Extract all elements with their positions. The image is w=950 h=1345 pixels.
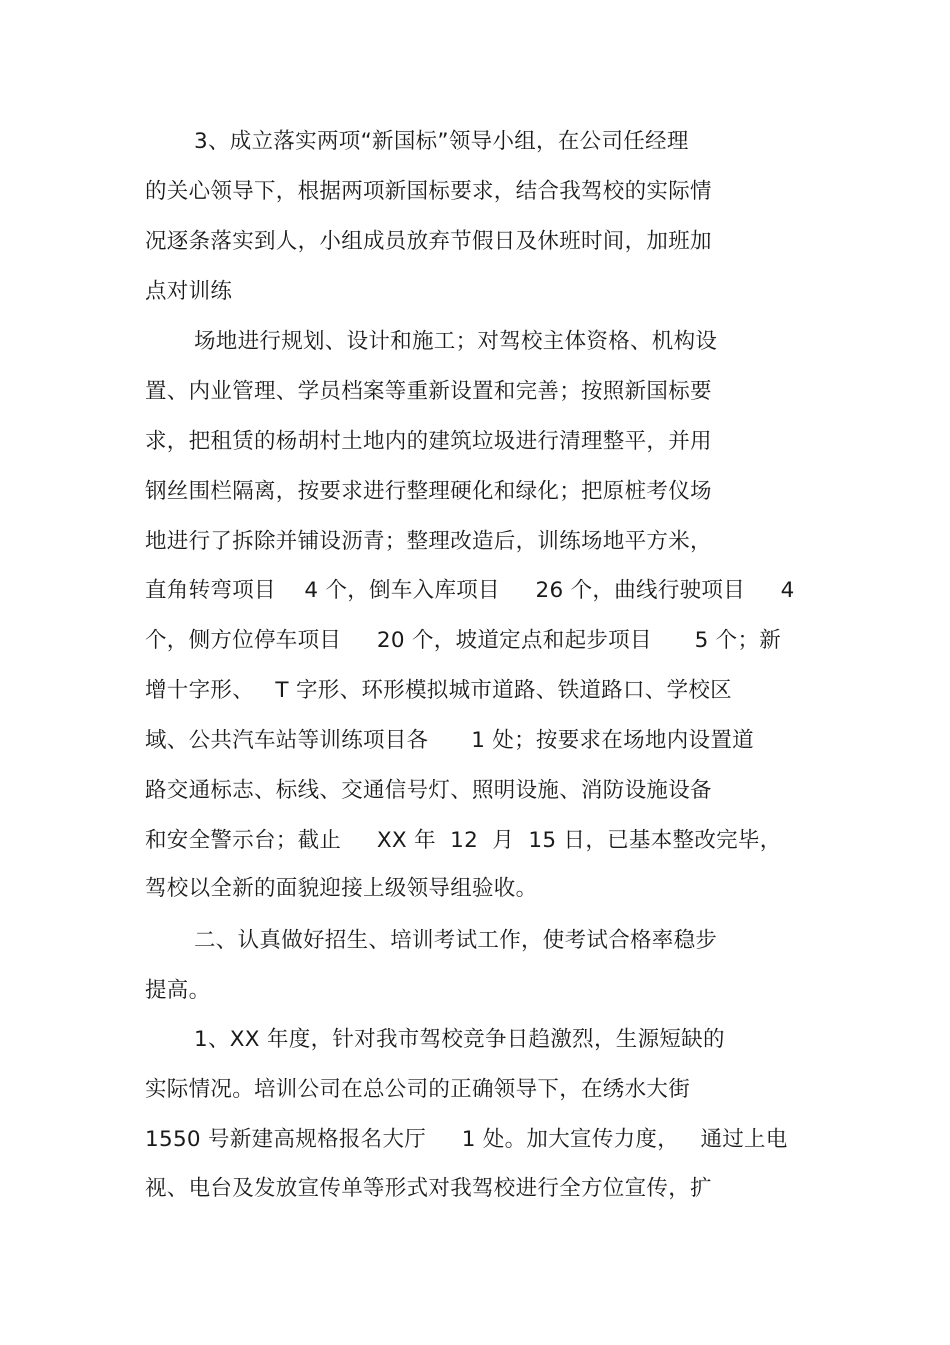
paragraph-line: 域、公共汽车站等训练项目各 1 处；按要求在场地内设置道 bbox=[145, 728, 754, 753]
paragraph-line: 的关心领导下，根据两项新国标要求，结合我驾校的实际情 bbox=[145, 179, 712, 204]
paragraph-line: 求，把租赁的杨胡村土地内的建筑垃圾进行清理整平，并用 bbox=[145, 429, 712, 454]
paragraph-line: 况逐条落实到人，小组成员放弃节假日及休班时间，加班加 bbox=[145, 229, 712, 254]
paragraph-line: 地进行了拆除并铺设沥青；整理改造后，训练场地平方米， bbox=[145, 529, 712, 554]
paragraph-line: 路交通标志、标线、交通信号灯、照明设施、消防设施设备 bbox=[145, 778, 712, 803]
paragraph-line: 1550 号新建高规格报名大厅 1 处。加大宣传力度， 通过上电 bbox=[145, 1127, 788, 1152]
paragraph-line: 1、XX 年度，针对我市驾校竞争日趋激烈，生源短缺的 bbox=[194, 1027, 725, 1052]
paragraph-line: 驾校以全新的面貌迎接上级领导组验收。 bbox=[145, 876, 538, 901]
paragraph-line: 实际情况。培训公司在总公司的正确领导下，在绣水大街 bbox=[145, 1077, 691, 1102]
paragraph-line: 点对训练 bbox=[145, 279, 233, 304]
paragraph-line: 钢丝围栏隔离，按要求进行整理硬化和绿化；把原桩考仪场 bbox=[145, 479, 712, 504]
paragraph-line: 视、电台及发放宣传单等形式对我驾校进行全方位宣传，扩 bbox=[145, 1176, 712, 1201]
section-heading-line: 提高。 bbox=[145, 978, 211, 1003]
paragraph-line: 增十字形、 T 字形、环形模拟城市道路、铁道路口、学校区 bbox=[145, 678, 732, 703]
paragraph-line: 3、成立落实两项“新国标”领导小组，在公司任经理 bbox=[194, 129, 689, 154]
section-heading-line: 二、认真做好招生、培训考试工作，使考试合格率稳步 bbox=[194, 928, 718, 953]
paragraph-line: 置、内业管理、学员档案等重新设置和完善；按照新国标要 bbox=[145, 379, 712, 404]
paragraph-line: 直角转弯项目 4 个，倒车入库项目 26 个，曲线行驶项目 4 bbox=[145, 578, 795, 603]
paragraph-line: 和安全警示台；截止 XX 年 12 月 15 日，已基本整改完毕， bbox=[145, 828, 782, 853]
paragraph-line: 场地进行规划、设计和施工；对驾校主体资格、机构设 bbox=[194, 329, 718, 354]
paragraph-line: 个，侧方位停车项目 20 个，坡道定点和起步项目 5 个；新 bbox=[145, 628, 782, 653]
